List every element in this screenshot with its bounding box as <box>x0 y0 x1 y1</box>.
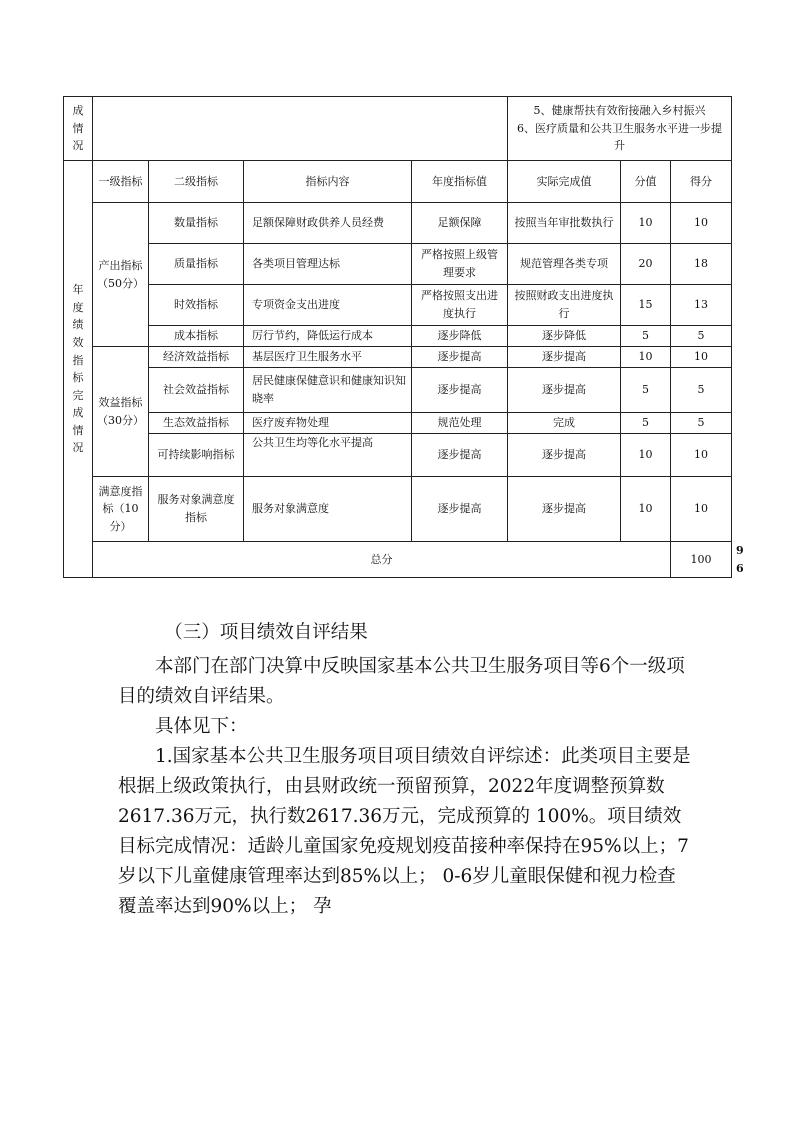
cell-target: 严格按照上级管理要求 <box>412 244 508 285</box>
paragraph: 1.国家基本公共卫生服务项目项目绩效自评综述：此类项目主要是根据上级政策执行，由县财政统一预留预算，2022年度调整预算数2617.36万元，执行数2617.36万元，完成预算的 100%。项目绩效目标完成情况：适龄儿童国家免疫规划疫苗接种率保持在95%以上；7岁以下儿童健康管理率达到85%以上； 0-6岁儿童眼保健和视力检查覆盖率达到90%以上； 孕 <box>118 745 691 917</box>
completion-item: 5、健康帮扶有效衔接融入乡村振兴 <box>533 104 706 118</box>
header-actual: 实际完成值 <box>508 161 621 203</box>
cell-l2: 可持续影响指标 <box>149 434 244 477</box>
cell-l2: 服务对象满意度指标 <box>149 477 244 542</box>
table-row <box>64 244 732 285</box>
performance-table <box>63 96 744 578</box>
cell-score: 5 <box>621 368 671 413</box>
cell-got: 10 <box>671 203 732 244</box>
cell-actual: 逐步降低 <box>508 326 621 347</box>
cell-target: 逐步提高 <box>412 347 508 368</box>
cell-got: 5 <box>671 413 732 434</box>
completion-row <box>64 97 732 161</box>
annual-indicator-side-label: 年 度 绩 效 指 标 完 成 情 况 <box>64 161 93 578</box>
cell-content: 医疗废弃物处理 <box>244 413 412 434</box>
cell-target: 规范处理 <box>412 413 508 434</box>
cell-actual: 按照当年审批数执行 <box>508 203 621 244</box>
cell-score: 10 <box>621 203 671 244</box>
group-output: 产出指标（50分） <box>93 203 149 347</box>
cell-actual: 逐步提高 <box>508 368 621 413</box>
header-level1: 一级指标 <box>93 161 149 203</box>
cell-target: 足额保障 <box>412 203 508 244</box>
cell-got: 18 <box>671 244 732 285</box>
cell-l2: 社会效益指标 <box>149 368 244 413</box>
cell-target: 逐步降低 <box>412 326 508 347</box>
paragraph: 具体见下： <box>155 715 248 737</box>
cell-content: 服务对象满意度 <box>244 477 412 542</box>
cell-actual: 逐步提高 <box>508 347 621 368</box>
table-row <box>64 477 732 542</box>
cell-actual: 规范管理各类专项 <box>508 244 621 285</box>
cell-target: 严格按照支出进度执行 <box>412 285 508 326</box>
table-row <box>64 203 732 244</box>
cell-content: 足额保障财政供养人员经费 <box>244 203 412 244</box>
cell-got: 5 <box>671 326 732 347</box>
completion-item: 6、医疗质量和公共卫生服务水平进一步提升 <box>517 121 722 153</box>
cell-target: 逐步提高 <box>412 477 508 542</box>
cell-l2: 成本指标 <box>149 326 244 347</box>
completion-empty-cell <box>93 97 508 161</box>
cell-content: 厉行节约，降低运行成本 <box>244 326 412 347</box>
table-row <box>64 413 732 434</box>
table-row <box>64 347 732 368</box>
cell-score: 10 <box>621 477 671 542</box>
cell-score: 15 <box>621 285 671 326</box>
cell-l2: 时效指标 <box>149 285 244 326</box>
paragraph: 本部门在部门决算中反映国家基本公共卫生服务项目等6个一级项目的绩效自评结果。 <box>118 655 685 707</box>
cell-actual: 完成 <box>508 413 621 434</box>
cell-got: 13 <box>671 285 732 326</box>
cell-target: 逐步提高 <box>412 368 508 413</box>
table-header-row <box>64 161 732 203</box>
cell-l2: 质量指标 <box>149 244 244 285</box>
cell-score: 20 <box>621 244 671 285</box>
cell-actual: 逐步提高 <box>508 434 621 477</box>
total-row: 总分 100 96 <box>64 542 732 578</box>
cell-l2: 经济效益指标 <box>149 347 244 368</box>
header-content: 指标内容 <box>244 161 412 203</box>
table-row <box>64 285 732 326</box>
cell-target: 逐步提高 <box>412 434 508 477</box>
group-satisfaction: 满意度指标（10分） <box>93 477 149 542</box>
cell-got: 10 <box>671 347 732 368</box>
body-text <box>118 618 692 922</box>
table-row <box>64 326 732 347</box>
cell-actual: 按照财政支出进度执行 <box>508 285 621 326</box>
cell-actual: 逐步提高 <box>508 477 621 542</box>
header-target: 年度指标值 <box>412 161 508 203</box>
completion-side-label: 成 情 况 <box>64 97 93 161</box>
cell-content: 专项资金支出进度 <box>244 285 412 326</box>
group-benefit: 效益指标（30分） <box>93 347 149 477</box>
cell-score: 5 <box>621 326 671 347</box>
header-score: 分值 <box>621 161 671 203</box>
cell-score: 5 <box>621 413 671 434</box>
completion-items <box>508 97 732 161</box>
header-level2: 二级指标 <box>149 161 244 203</box>
cell-score: 10 <box>621 434 671 477</box>
table-row <box>64 434 732 477</box>
cell-l2: 生态效益指标 <box>149 413 244 434</box>
cell-content: 基层医疗卫生服务水平 <box>244 347 412 368</box>
cell-score: 10 <box>621 347 671 368</box>
section-title: （三）项目绩效自评结果 <box>164 622 368 643</box>
total-score: 100 <box>671 542 732 578</box>
cell-l2: 数量指标 <box>149 203 244 244</box>
cell-content: 居民健康保健意识和健康知识知晓率 <box>244 368 412 413</box>
cell-got: 10 <box>671 477 732 542</box>
total-label: 总分 <box>93 542 671 578</box>
header-got: 得分 <box>671 161 732 203</box>
cell-content: 各类项目管理达标 <box>244 244 412 285</box>
cell-content: 公共卫生均等化水平提高 <box>244 434 412 477</box>
table-row <box>64 368 732 413</box>
cell-got: 5 <box>671 368 732 413</box>
cell-got: 10 <box>671 434 732 477</box>
